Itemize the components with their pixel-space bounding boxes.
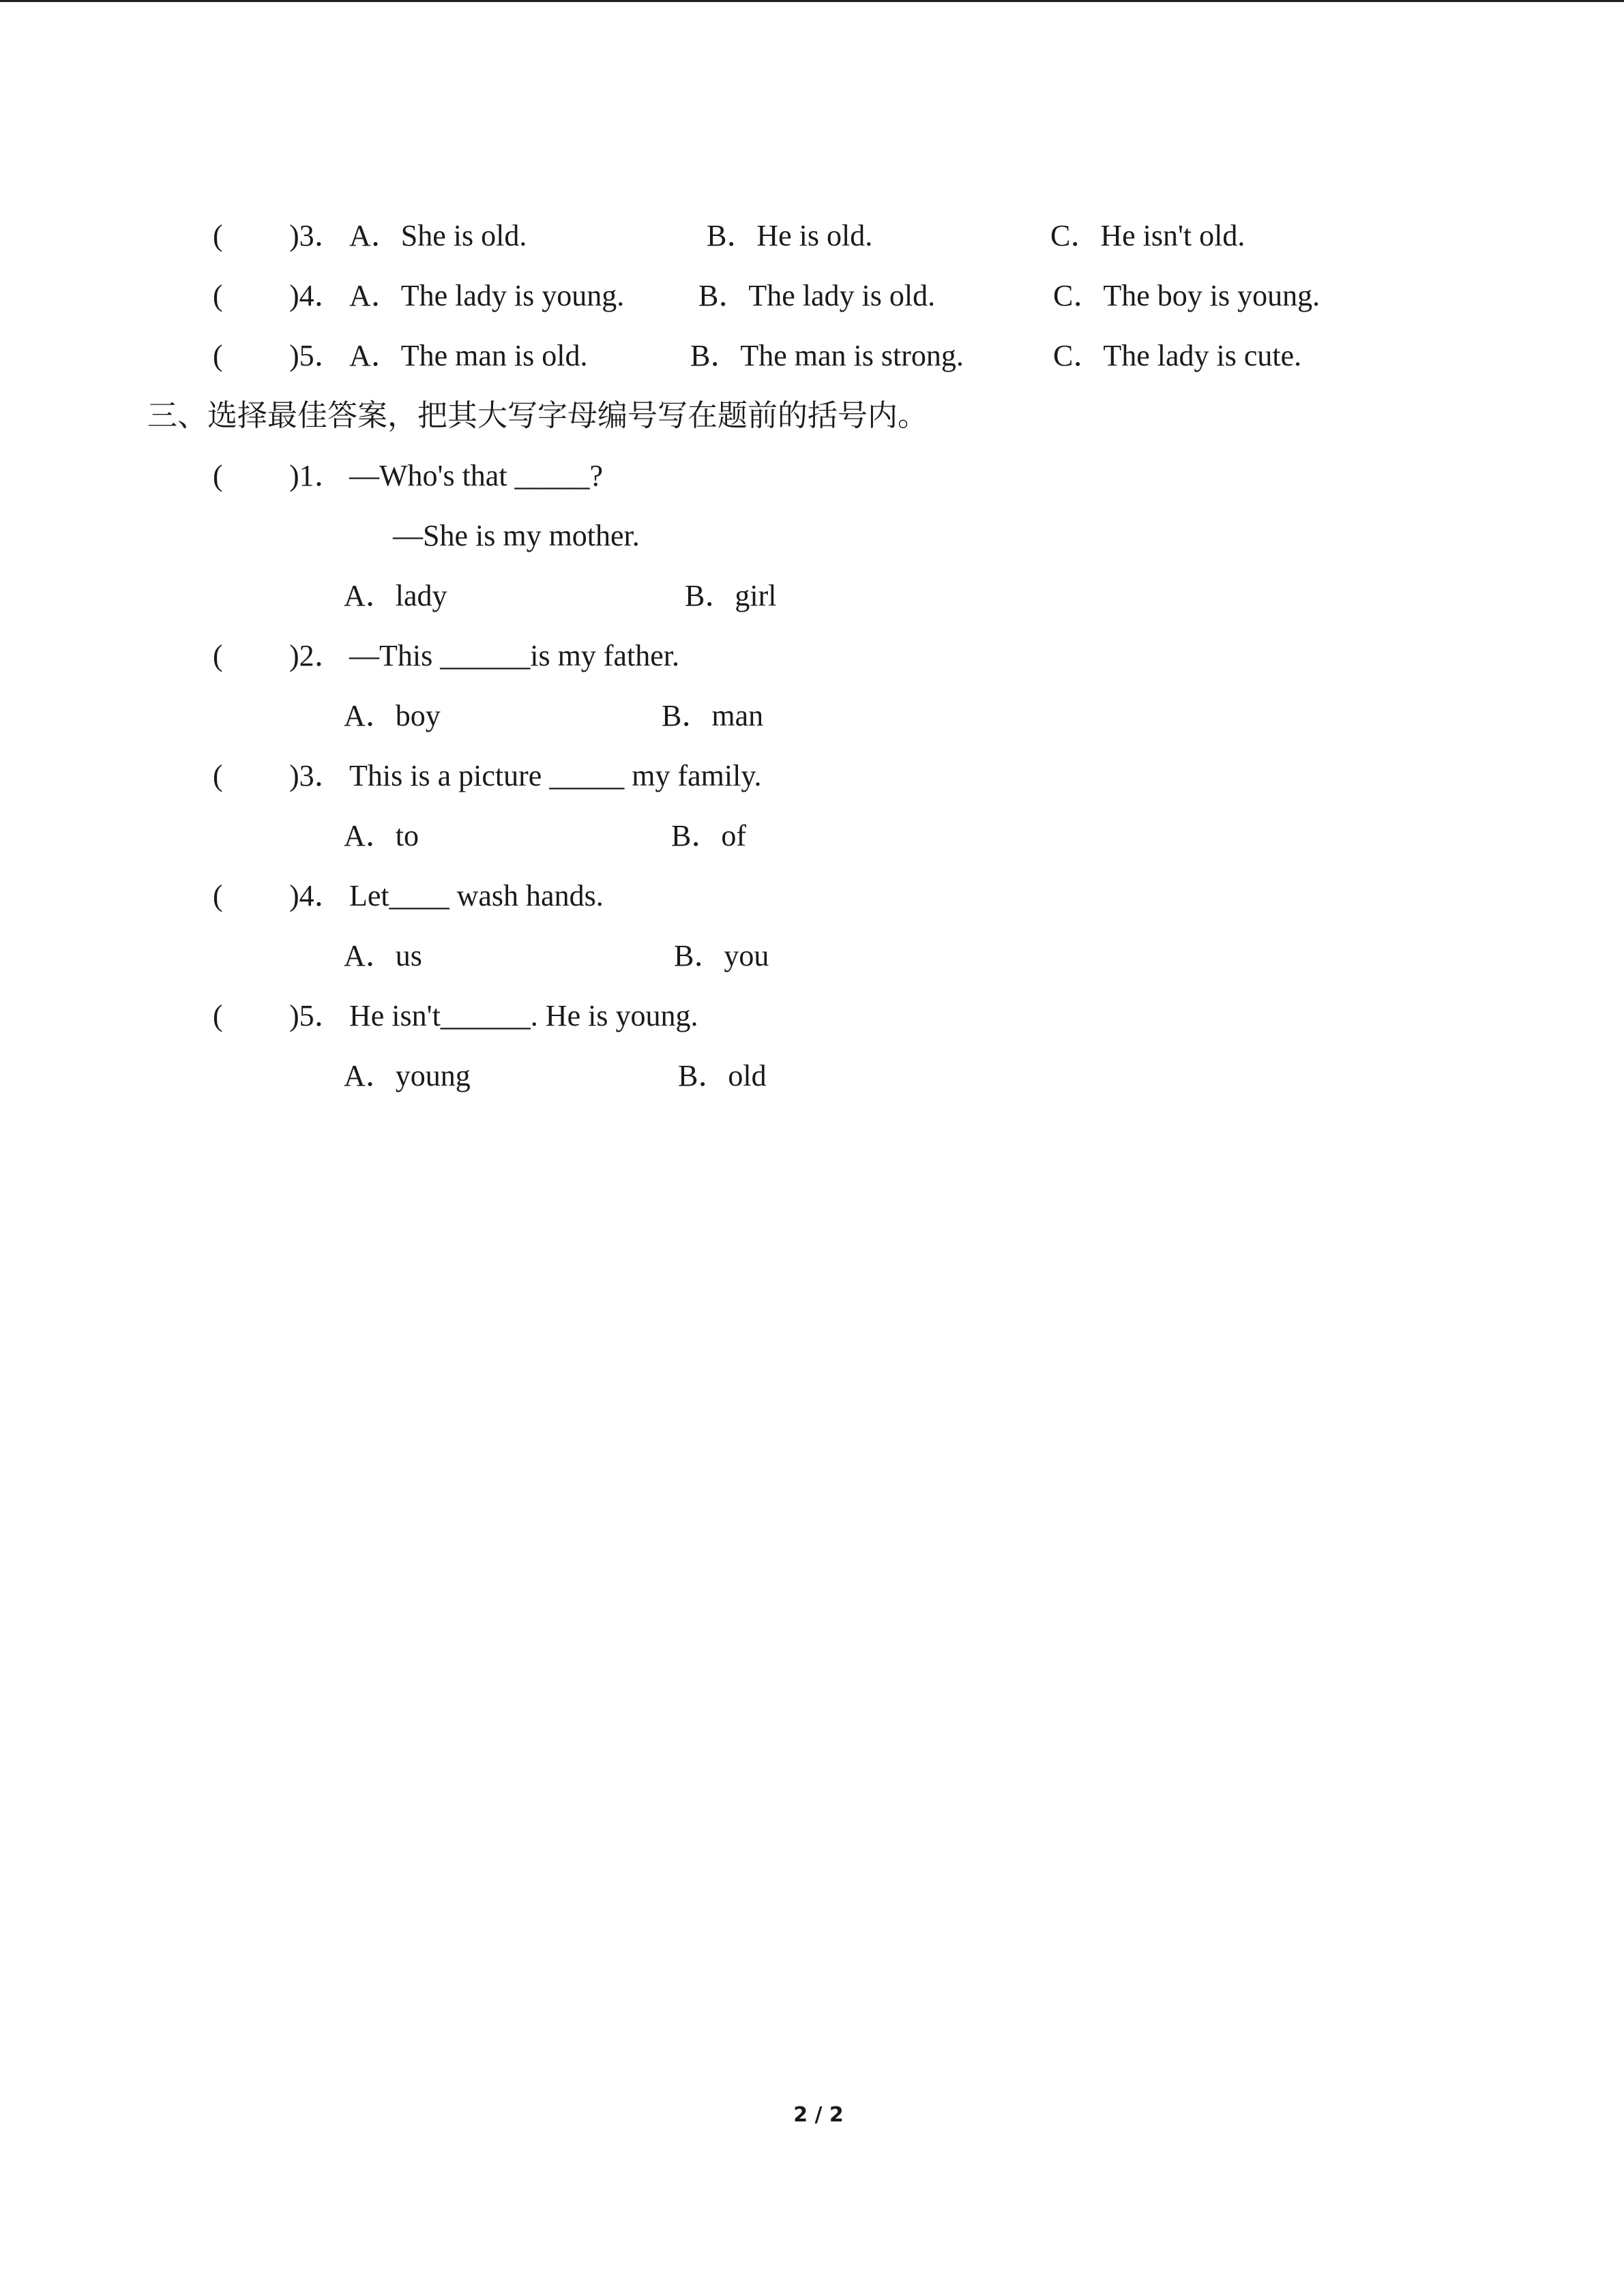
option-b: B．He is old. (707, 219, 873, 252)
option-b: B．The lady is old. (698, 279, 936, 312)
option-b: B．man (662, 699, 764, 732)
option-a: A．us (344, 939, 422, 972)
option-a: A．to (344, 819, 419, 852)
question-number: )5． (289, 999, 344, 1032)
question-number: )4． (289, 279, 344, 312)
option-c: C．He isn't old. (1050, 219, 1245, 252)
answer-bracket: ( (213, 879, 223, 912)
answer-bracket: ( (213, 219, 223, 252)
page-top-border (0, 0, 1624, 2)
answer-bracket: ( (213, 639, 223, 672)
option-b: B．girl (685, 579, 777, 612)
option-a: A．lady (344, 579, 447, 612)
question-text: He isn't______. He is young. (349, 999, 698, 1032)
question-text: Let____ wash hands. (349, 879, 604, 912)
answer-bracket: ( (213, 999, 223, 1032)
question-text: —Who's that _____? (349, 459, 604, 492)
option-c: C．The lady is cute. (1053, 339, 1302, 372)
question-number: )1． (289, 459, 344, 492)
option-b: B．old (678, 1059, 767, 1092)
question-number: )3． (289, 219, 344, 252)
option-a: A．The man is old. (349, 339, 588, 372)
answer-bracket: ( (213, 339, 223, 372)
question-number: )2． (289, 639, 344, 672)
question-text: This is a picture _____ my family. (349, 759, 762, 792)
page-number: 2 / 2 (793, 2103, 844, 2127)
question-text: —This ______is my father. (349, 639, 679, 672)
question-reply: —She is my mother. (393, 519, 640, 552)
question-number: )4． (289, 879, 344, 912)
option-a: A．boy (344, 699, 441, 732)
option-a: A．young (344, 1059, 471, 1092)
option-c: C．The boy is young. (1053, 279, 1320, 312)
answer-bracket: ( (213, 459, 223, 492)
option-b: B．of (671, 819, 746, 852)
question-number: )5． (289, 339, 344, 372)
section-3-heading: 三、选择最佳答案，把其大写字母编号写在题前的括号内。 (147, 399, 928, 432)
option-b: B．you (674, 939, 769, 972)
answer-bracket: ( (213, 759, 223, 792)
question-number: )3． (289, 759, 344, 792)
option-a: A．She is old. (349, 219, 527, 252)
option-a: A．The lady is young. (349, 279, 625, 312)
answer-bracket: ( (213, 279, 223, 312)
option-b: B．The man is strong. (690, 339, 964, 372)
